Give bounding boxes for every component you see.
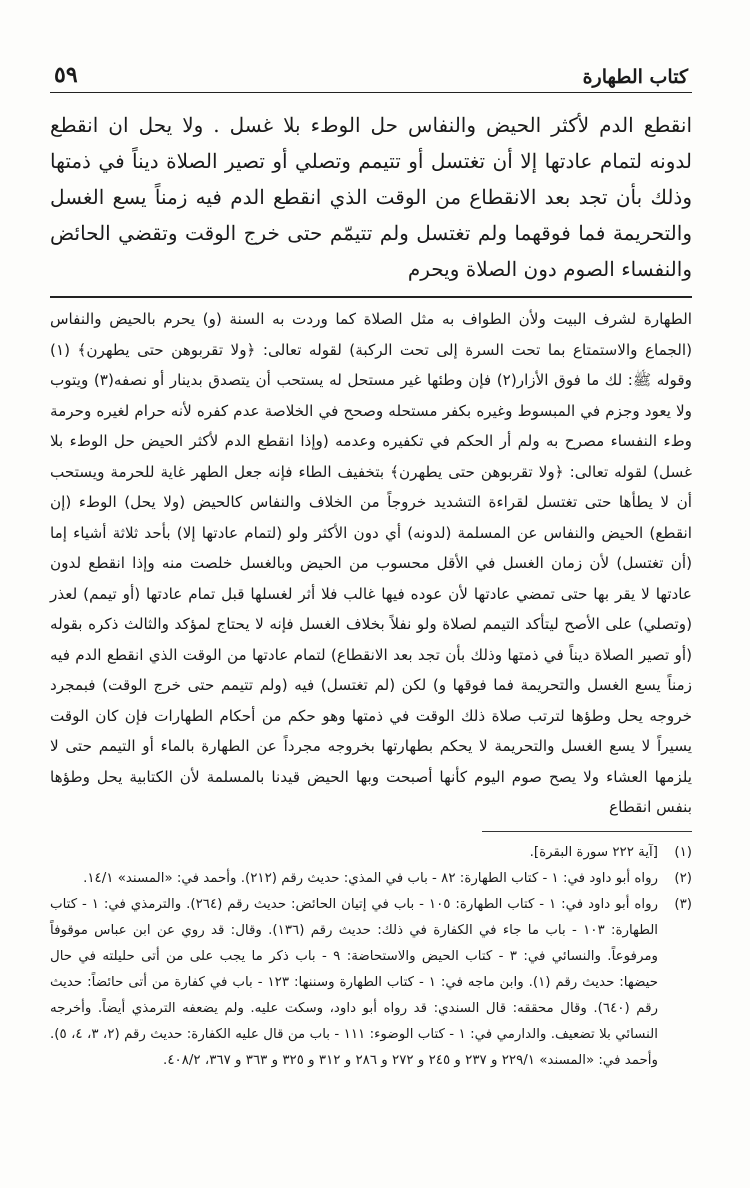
commentary-paragraph: الطهارة لشرف البيت ولأن الطواف به مثل الصلاة كما وردت به السنة (و) يحرم بالحيض والنفاس (الجماع والاستمتاع بما تحت السرة إلى تحت الركبة) لقوله تعالى: ﴿ولا تقربوهن حتى يطهرن﴾ (١) وقوله ﷺ: لك ما فوق الأزار(٢) فإن وطئها غير مستحل له يستحب أن يتصدق بدينار أو نصفه(٣) ويتوب ولا يعود وجزم في المبسوط وغيره بكفر مستحله وصحح في الخلاصة عدم كفره لأنه حرام لغيره وحرمة وطء النفساء مصرح به ولم أر الحكم في تكفيره وعدمه (وإذا انقطع الدم لأكثر الحيض حل الوطء بلا غسل) لقوله تعالى: ﴿ولا تقربوهن حتى يطهرن﴾ بتخفيف الطاء فإنه جعل الطهر غاية للحرمة ويستحب أن لا يطأها حتى تغتسل لقراءة التشديد خروجاً من الخلاف والنفاس كالحيض (ولا يحل) الوطء (إن انقطع) الحيض والنفاس عن المسلمة (لدونه) أي دون الأكثر ولو (لتمام عادتها إلا) بأحد ثلاثة أشياء إما (أن تغتسل) لأن زمان الغسل في الأقل محسوب من الحيض وبالغسل خلصت منه وإذا انقطع لدون عادتها لا يقر بها حتى تمضي عادتها لأن عوده فيها غالب فلا أثر لغسلها قبل تمام عادتها (أو تيمم) لعذر (وتصلي) على الأصح ليتأكد التيمم لصلاة ولو نفلاً بخلاف الغسل فإنه لا يحتاج لمؤكد والثالث ذكره بقوله (أو تصير الصلاة ديناً في ذمتها وذلك بأن تجد بعد الانقطاع) لتمام عادتها من الوقت الذي انقطع الدم فيه زمناً يسع الغسل والتحريمة فما فوقها و) لكن (لم تغتسل) فيه (ولم تتيمم حتى خرج الوقت) فبمجرد خروجه يحل وطؤها لترتب صلاة ذلك الوقت في ذمتها وهو حكم من أحكام الطهارات فإن كان الوقت يسيراً لا يسع الغسل والتحريمة لا يحكم بطهارتها بخروجه مجرداً عن الطهارة بالماء أو التيمم حتى لا يلزمها العشاء ولا يصح صوم اليوم كأنها أصبحت وبها الحيض قيدنا بالمسلمة لأن الكتابية يحل وطؤها بنفس انقطاع (50, 310, 692, 816)
main-text: انقطع الدم لأكثر الحيض والنفاس حل الوطء بلا غسل . ولا يحل ان انقطع لدونه لتمام عادتها إلا أن تغتسل أو تتيمم وتصلي أو تصير الصلاة ديناً في ذمتها وذلك بأن تجد بعد الانقطاع من الوقت الذي انقطع الدم فيه زمناً يسع الغسل والتحريمة فما فوقهما ولم تغتسل ولم تتيمّم حتى خرج الوقت وتقضي الحائض والنفساء الصوم دون الصلاة ويحرم (50, 113, 692, 281)
section-divider (50, 296, 692, 298)
footnote-number: (١) (674, 844, 692, 860)
footnote-number: (٣) (674, 896, 692, 912)
footnote (50, 840, 692, 866)
footnote-text: رواه أبو داود في: ١ - كتاب الطهارة: ٨٢ - باب في المذي: حديث رقم (٢١٢). وأحمد في: «المسند» ١٤/١. (83, 870, 658, 886)
page-number: ٥٩ (54, 62, 78, 88)
commentary-text (50, 304, 692, 823)
footnote (50, 892, 692, 1074)
footnote-text: رواه أبو داود في: ١ - كتاب الطهارة: ١٠٥ - باب في إتيان الحائض: حديث رقم (٢٦٤). والترمذي في: ١ - كتاب الطهارة: ١٠٣ - باب ما جاء في الكفارة في ذلك: حديث رقم (١٣٦). وقال: قد روي عن ابن عباس موقوفاً ومرفوعاً. والنسائي في: ٣ - كتاب الحيض والاستحاضة: ٩ - باب ذكر ما يجب على من أتى حليلته في حال حيضها: حديث رقم (١). وابن ماجه في: ١ - كتاب الطهارة وسننها: ١٢٣ - باب في كفارة من أتى حائضاً: حديث رقم (٦٤٠). وقال محققه: قال السندي: قد رواه أبو داود، وسكت عليه. ولم يضعفه الترمذي أيضاً. وأخرجه النسائي بلا تضعيف. والدارمي في: ١ - كتاب الوضوء: ١١١ - باب من قال عليه الكفارة: حديث رقم (٢، ٣، ٤، ٥). وأحمد في: «المسند» ٢٢٩/١ و ٢٣٧ و ٢٤٥ و ٢٧٢ و ٢٨٦ و ٣١٢ و ٣٢٥ و ٣٦٣ و ٣٦٧، ٤٠٨/٢. (50, 896, 659, 1068)
footnote-text: [آية ٢٢٢ سورة البقرة]. (529, 844, 658, 860)
running-header (50, 56, 692, 93)
footnote (50, 866, 692, 892)
footnote-separator-wrap (50, 823, 692, 840)
footnote-number: (٢) (674, 870, 692, 886)
footnote-separator (482, 831, 692, 832)
book-title: كتاب الطهارة (582, 66, 688, 88)
footnotes (50, 840, 692, 1074)
